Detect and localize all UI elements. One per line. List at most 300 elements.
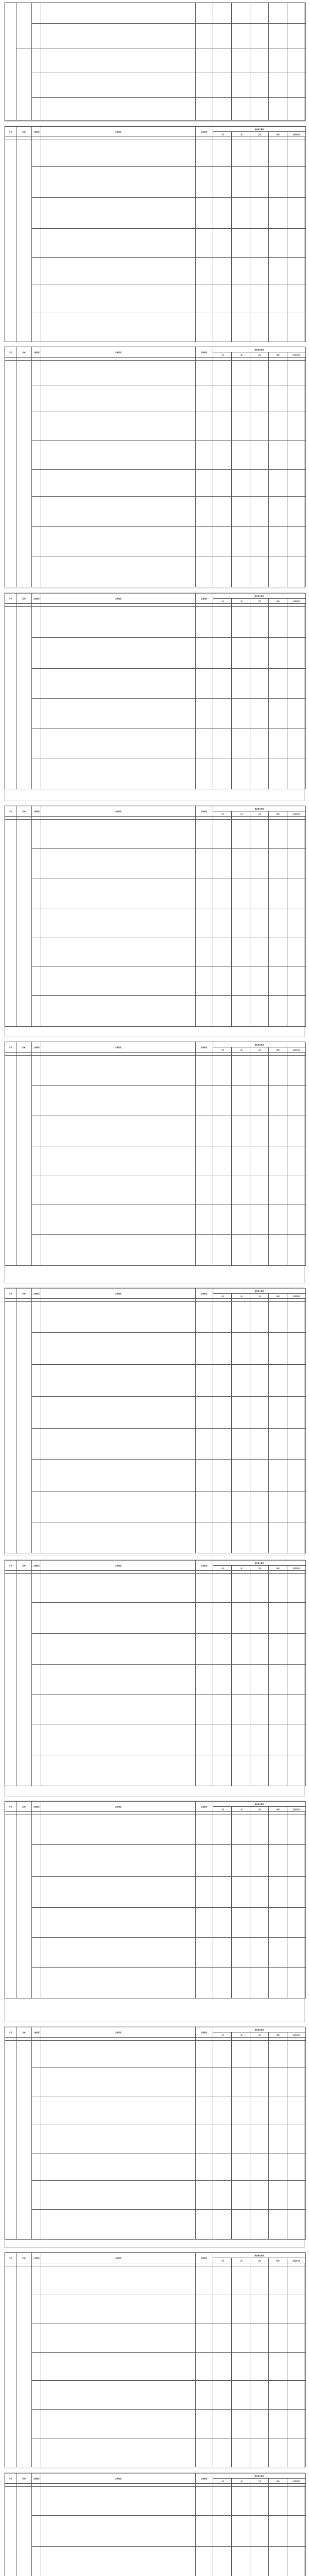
- scope-cell: [41, 1522, 196, 1553]
- floor-cell: [287, 2181, 306, 2210]
- floor-cell: [269, 497, 287, 527]
- header-floor-1: 一层: [213, 1807, 232, 1812]
- floor-cell: [250, 699, 269, 728]
- floor-cell: [213, 198, 232, 229]
- grade-cell: [32, 1460, 41, 1492]
- scope-cell: [41, 2125, 196, 2154]
- floor-cell: [287, 2125, 306, 2154]
- floor-cell: [269, 908, 287, 938]
- page-4: [4, 592, 305, 801]
- floor-cell: [232, 2381, 250, 2410]
- grade-cell: [32, 938, 41, 967]
- floor-cell: [269, 1302, 287, 1333]
- floor-cell: [232, 1724, 250, 1755]
- floor-cell: [213, 1694, 232, 1724]
- header-correction: 楼层修正系数: [213, 1289, 306, 1294]
- header-correction: 楼层修正系数: [213, 2473, 306, 2479]
- region-cell: [16, 1574, 32, 1786]
- scope-cell: [41, 1603, 196, 1634]
- scope-cell: [41, 1877, 196, 1908]
- header-grade: 土地级别: [32, 347, 41, 358]
- floor-cell: [213, 2410, 232, 2438]
- header-floor-2: 二层: [232, 2258, 250, 2263]
- header-scope: 区域范围: [41, 347, 196, 358]
- grade-cell: [32, 361, 41, 385]
- scope-cell: [41, 2487, 196, 2516]
- grade-cell: [32, 1815, 41, 1845]
- floor-cell: [287, 2516, 306, 2547]
- floor-cell: [232, 1968, 250, 1998]
- floor-cell: [269, 48, 287, 73]
- grade-cell: [32, 1492, 41, 1522]
- price-cell: [196, 2067, 213, 2096]
- floor-cell: [232, 73, 250, 98]
- floor-cell: [232, 1333, 250, 1365]
- scope-cell: [41, 556, 196, 587]
- scope-cell: [41, 527, 196, 556]
- floor-cell: [287, 1397, 306, 1429]
- scope-cell: [41, 938, 196, 967]
- region-cell: [16, 2041, 32, 2240]
- price-cell: [196, 728, 213, 758]
- region-cell: [16, 1815, 32, 1998]
- floor-cell: [269, 198, 287, 229]
- page-11: [4, 2252, 305, 2468]
- floor-cell: [250, 2516, 269, 2547]
- price-cell: [196, 2516, 213, 2547]
- header-floor-5: 五层及以上: [287, 132, 306, 137]
- header-seq: 序号: [5, 1042, 16, 1053]
- floor-cell: [250, 967, 269, 996]
- price-cell: [196, 441, 213, 470]
- floor-cell: [232, 2210, 250, 2240]
- floor-cell: [250, 1724, 269, 1755]
- price-table: [5, 126, 306, 342]
- header-correction: 楼层修正系数: [213, 806, 306, 811]
- price-cell: [196, 967, 213, 996]
- price-table-1: [5, 3, 306, 121]
- price-cell: [196, 996, 213, 1027]
- price-cell: [196, 2353, 213, 2381]
- floor-cell: [269, 1665, 287, 1694]
- floor-cell: [232, 1603, 250, 1634]
- grade-cell: [32, 1115, 41, 1146]
- floor-cell: [287, 1724, 306, 1755]
- header-seq: 序号: [5, 594, 16, 604]
- header-floor-3: 三层: [250, 2479, 269, 2484]
- floor-cell: [269, 967, 287, 996]
- price-cell: [196, 2210, 213, 2240]
- header-floor-3: 三层: [250, 2258, 269, 2263]
- header-region: 区域: [16, 594, 32, 604]
- floor-cell: [250, 1365, 269, 1397]
- floor-cell: [269, 669, 287, 699]
- header-floor-1: 一层: [213, 1294, 232, 1299]
- floor-cell: [213, 2154, 232, 2181]
- floor-cell: [269, 1205, 287, 1235]
- floor-cell: [269, 1968, 287, 1998]
- floor-cell: [213, 313, 232, 342]
- floor-cell: [287, 284, 306, 313]
- scope-cell: [41, 2181, 196, 2210]
- header-scope: 区域范围: [41, 2253, 196, 2263]
- grade-cell: [32, 1429, 41, 1460]
- price-cell: [196, 1492, 213, 1522]
- floor-cell: [232, 996, 250, 1027]
- floor-cell: [269, 1115, 287, 1146]
- floor-cell: [269, 1460, 287, 1492]
- header-scope: 区域范围: [41, 594, 196, 604]
- scope-cell: [41, 758, 196, 789]
- floor-cell: [213, 361, 232, 385]
- floor-cell: [213, 1460, 232, 1492]
- floor-cell: [213, 1603, 232, 1634]
- floor-cell: [213, 967, 232, 996]
- scope-cell: [41, 313, 196, 342]
- grade-cell: [32, 908, 41, 938]
- floor-cell: [269, 2381, 287, 2410]
- floor-cell: [269, 361, 287, 385]
- floor-cell: [213, 258, 232, 284]
- price-cell: [196, 820, 213, 849]
- grade-cell: [32, 638, 41, 669]
- scope-cell: [41, 24, 196, 48]
- floor-cell: [287, 1845, 306, 1877]
- floor-cell: [287, 2041, 306, 2067]
- floor-cell: [287, 1146, 306, 1176]
- floor-cell: [287, 996, 306, 1027]
- floor-cell: [232, 2410, 250, 2438]
- header-seq: 序号: [5, 2027, 16, 2038]
- header-floor-4: 四层: [269, 1047, 287, 1053]
- seq-cell: [5, 607, 16, 789]
- floor-cell: [232, 699, 250, 728]
- floor-cell: [287, 1302, 306, 1333]
- floor-cell: [250, 1086, 269, 1115]
- floor-cell: [213, 2324, 232, 2353]
- floor-cell: [269, 1877, 287, 1908]
- scope-cell: [41, 1302, 196, 1333]
- floor-cell: [250, 1176, 269, 1205]
- header-scope: 区域范围: [41, 2027, 196, 2038]
- floor-cell: [232, 361, 250, 385]
- floor-cell: [287, 1694, 306, 1724]
- header-floor-2: 二层: [232, 1807, 250, 1812]
- price-cell: [196, 1755, 213, 1786]
- grade-cell: [32, 1235, 41, 1266]
- price-table: [5, 1560, 306, 1786]
- floor-cell: [213, 1724, 232, 1755]
- price-cell: [196, 229, 213, 258]
- grade-cell: [32, 1845, 41, 1877]
- floor-cell: [250, 313, 269, 342]
- price-cell: [196, 669, 213, 699]
- floor-cell: [250, 2410, 269, 2438]
- floor-cell: [250, 258, 269, 284]
- price-cell: [196, 1574, 213, 1603]
- header-price: 基准地价: [196, 2473, 213, 2484]
- price-table: [5, 1801, 306, 1998]
- floor-cell: [213, 1146, 232, 1176]
- header-seq: 序号: [5, 806, 16, 817]
- floor-cell: [287, 2381, 306, 2410]
- price-cell: [196, 497, 213, 527]
- seq-cell: [5, 1056, 16, 1266]
- header-floor-3: 三层: [250, 1294, 269, 1299]
- grade-cell: [32, 2181, 41, 2210]
- price-cell: [196, 1365, 213, 1397]
- floor-cell: [287, 556, 306, 587]
- floor-cell: [269, 2547, 287, 2576]
- floor-cell: [213, 229, 232, 258]
- floor-cell: [250, 878, 269, 908]
- price-cell: [196, 412, 213, 441]
- grade-cell: [32, 2381, 41, 2410]
- floor-cell: [232, 1056, 250, 1086]
- floor-cell: [250, 48, 269, 73]
- price-cell: [196, 699, 213, 728]
- grade-cell: [32, 1968, 41, 1998]
- header-floor-3: 三层: [250, 599, 269, 604]
- price-cell: [196, 284, 213, 313]
- grade-cell: [32, 385, 41, 412]
- floor-cell: [213, 1968, 232, 1998]
- floor-cell: [287, 1460, 306, 1492]
- floor-cell: [269, 2067, 287, 2096]
- floor-cell: [287, 607, 306, 638]
- header-grade: 土地级别: [32, 594, 41, 604]
- price-cell: [196, 258, 213, 284]
- floor-cell: [269, 699, 287, 728]
- floor-cell: [232, 2547, 250, 2576]
- header-floor-1: 一层: [213, 1566, 232, 1571]
- floor-cell: [287, 229, 306, 258]
- floor-cell: [269, 385, 287, 412]
- price-cell: [196, 1694, 213, 1724]
- grade-cell: [32, 2266, 41, 2295]
- grade-cell: [32, 1665, 41, 1694]
- price-cell: [196, 638, 213, 669]
- floor-cell: [287, 198, 306, 229]
- floor-cell: [232, 1574, 250, 1603]
- grade-cell: [32, 497, 41, 527]
- price-cell: [196, 1176, 213, 1205]
- price-cell: [196, 527, 213, 556]
- floor-cell: [287, 48, 306, 73]
- header-floor-5: 五层及以上: [287, 1047, 306, 1053]
- scope-cell: [41, 1634, 196, 1665]
- header-floor-1: 一层: [213, 132, 232, 137]
- floor-cell: [287, 758, 306, 789]
- scope-cell: [41, 441, 196, 470]
- floor-cell: [287, 938, 306, 967]
- price-table: [5, 2027, 306, 2240]
- floor-cell: [287, 2487, 306, 2516]
- floor-cell: [287, 699, 306, 728]
- floor-cell: [232, 1694, 250, 1724]
- header-floor-4: 四层: [269, 352, 287, 358]
- header-seq: 序号: [5, 1289, 16, 1299]
- floor-cell: [250, 728, 269, 758]
- header-floor-4: 四层: [269, 1294, 287, 1299]
- header-floor-3: 三层: [250, 352, 269, 358]
- floor-cell: [269, 2324, 287, 2353]
- floor-cell: [287, 2154, 306, 2181]
- floor-cell: [287, 1086, 306, 1115]
- floor-cell: [232, 1522, 250, 1553]
- header-grade: 土地级别: [32, 806, 41, 817]
- header-floor-4: 四层: [269, 2258, 287, 2263]
- header-floor-3: 三层: [250, 1566, 269, 1571]
- scope-cell: [41, 2154, 196, 2181]
- seq-cell: [5, 2487, 16, 2576]
- floor-cell: [269, 2210, 287, 2240]
- grade-cell: [32, 1724, 41, 1755]
- price-table: [5, 2252, 306, 2467]
- floor-cell: [287, 1968, 306, 1998]
- header-region: 区域: [16, 806, 32, 817]
- floor-cell: [269, 470, 287, 497]
- header-correction: 楼层修正系数: [213, 127, 306, 132]
- floor-cell: [250, 2547, 269, 2576]
- grade-cell: [32, 1397, 41, 1429]
- floor-cell: [232, 1665, 250, 1694]
- region-cell: [16, 140, 32, 342]
- floor-cell: [232, 2353, 250, 2381]
- header-scope: 区域范围: [41, 127, 196, 137]
- grade-cell: [32, 699, 41, 728]
- scope-cell: [41, 669, 196, 699]
- scope-cell: [41, 1146, 196, 1176]
- floor-cell: [213, 2547, 232, 2576]
- floor-cell: [232, 284, 250, 313]
- scope-cell: [41, 284, 196, 313]
- grade-cell: [32, 1086, 41, 1115]
- grade-cell: [32, 878, 41, 908]
- floor-cell: [250, 1146, 269, 1176]
- price-cell: [196, 607, 213, 638]
- floor-cell: [213, 2067, 232, 2096]
- floor-cell: [232, 1634, 250, 1665]
- scope-cell: [41, 1815, 196, 1845]
- floor-cell: [250, 1634, 269, 1665]
- floor-cell: [250, 2067, 269, 2096]
- price-cell: [196, 140, 213, 167]
- price-table: [5, 2473, 306, 2576]
- floor-cell: [250, 2210, 269, 2240]
- floor-cell: [213, 1574, 232, 1603]
- floor-cell: [232, 1205, 250, 1235]
- floor-cell: [213, 1634, 232, 1665]
- scope-cell: [41, 1176, 196, 1205]
- floor-cell: [269, 1755, 287, 1786]
- floor-cell: [232, 2516, 250, 2547]
- price-cell: [196, 2438, 213, 2467]
- scope-cell: [41, 2210, 196, 2240]
- floor-cell: [287, 361, 306, 385]
- floor-cell: [213, 470, 232, 497]
- floor-cell: [250, 1694, 269, 1724]
- grade-cell: [32, 1694, 41, 1724]
- floor-cell: [213, 908, 232, 938]
- header-correction: 楼层修正系数: [213, 347, 306, 352]
- scope-cell: [41, 1460, 196, 1492]
- floor-cell: [250, 938, 269, 967]
- scope-cell: [41, 140, 196, 167]
- floor-cell: [232, 313, 250, 342]
- floor-cell: [287, 1603, 306, 1634]
- floor-cell: [269, 996, 287, 1027]
- floor-cell: [250, 2266, 269, 2295]
- floor-cell: [232, 527, 250, 556]
- floor-cell: [213, 2266, 232, 2295]
- floor-cell: [269, 1908, 287, 1938]
- grade-cell: [32, 140, 41, 167]
- floor-cell: [213, 1492, 232, 1522]
- page-12: [4, 2472, 305, 2576]
- floor-cell: [213, 284, 232, 313]
- grade-cell: [32, 527, 41, 556]
- floor-cell: [269, 2266, 287, 2295]
- floor-cell: [287, 908, 306, 938]
- floor-cell: [232, 2154, 250, 2181]
- floor-cell: [250, 470, 269, 497]
- floor-cell: [232, 167, 250, 198]
- floor-cell: [269, 313, 287, 342]
- floor-cell: [287, 497, 306, 527]
- header-correction: 楼层修正系数: [213, 594, 306, 599]
- grade-cell: [32, 313, 41, 342]
- floor-cell: [269, 1086, 287, 1115]
- floor-cell: [269, 1176, 287, 1205]
- header-floor-4: 四层: [269, 811, 287, 817]
- floor-cell: [287, 638, 306, 669]
- floor-cell: [250, 2096, 269, 2125]
- floor-cell: [213, 1397, 232, 1429]
- region-cell: [16, 2487, 32, 2576]
- floor-cell: [269, 728, 287, 758]
- floor-cell: [232, 1115, 250, 1146]
- district-cell: [16, 48, 32, 121]
- floor-cell: [232, 497, 250, 527]
- price-cell: [196, 2487, 213, 2516]
- scope-cell: [41, 699, 196, 728]
- floor-cell: [250, 556, 269, 587]
- floor-cell: [213, 699, 232, 728]
- grade-cell: [32, 284, 41, 313]
- seq-cell: [5, 1574, 16, 1786]
- scope-cell: [41, 967, 196, 996]
- header-region: 区域: [16, 347, 32, 358]
- floor-cell: [250, 607, 269, 638]
- floor-cell: [232, 1429, 250, 1460]
- floor-cell: [213, 385, 232, 412]
- header-price: 基准地价: [196, 127, 213, 137]
- floor-cell: [287, 2067, 306, 2096]
- floor-cell: [232, 2295, 250, 2324]
- floor-cell: [269, 1724, 287, 1755]
- floor-cell: [213, 2295, 232, 2324]
- floor-cell: [269, 1056, 287, 1086]
- scope-cell: [41, 820, 196, 849]
- floor-cell: [269, 758, 287, 789]
- floor-cell: [250, 140, 269, 167]
- grade-cell: [32, 98, 41, 121]
- floor-cell: [287, 2210, 306, 2240]
- floor-cell: [250, 361, 269, 385]
- grade-cell: [32, 820, 41, 849]
- floor-cell: [232, 229, 250, 258]
